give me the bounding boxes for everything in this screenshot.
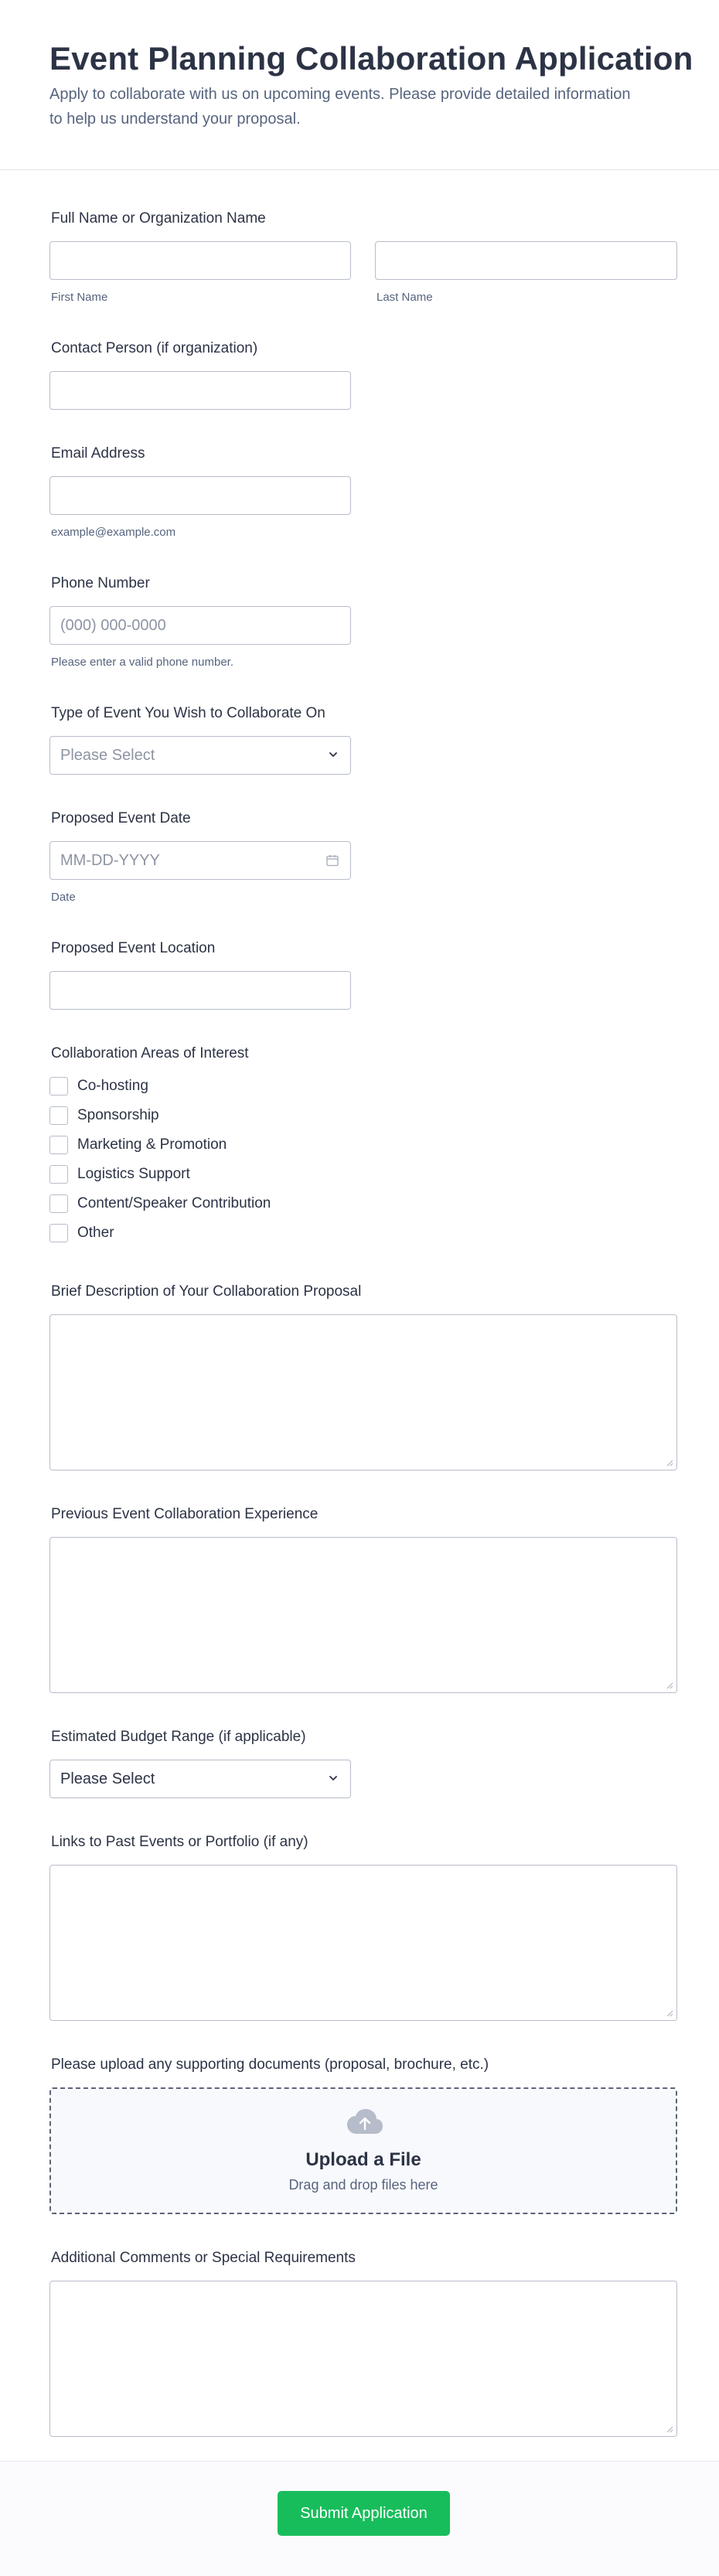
email-input[interactable]	[49, 476, 351, 515]
phone-label: Phone Number	[51, 575, 150, 591]
event-date-label: Proposed Event Date	[51, 810, 191, 826]
experience-label: Previous Event Collaboration Experience	[51, 1506, 319, 1522]
checkbox-option-cohosting[interactable]	[49, 1077, 359, 1097]
description-label: Brief Description of Your Collaboration Proposal	[51, 1283, 362, 1300]
last-name-sublabel: Last Name	[377, 291, 433, 304]
calendar-icon[interactable]	[325, 854, 339, 867]
resize-handle-icon[interactable]	[666, 1459, 673, 1467]
checkbox[interactable]	[49, 1194, 68, 1213]
page-title: Event Planning Collaboration Application	[49, 40, 693, 77]
checkbox-option-marketing[interactable]	[49, 1136, 359, 1156]
description-value	[50, 1315, 676, 1321]
event-date-sublabel: Date	[51, 891, 76, 904]
chevron-down-icon	[329, 1774, 338, 1783]
upload-title: Upload a File	[305, 2149, 421, 2170]
checkbox-label: Co-hosting	[77, 1078, 148, 1094]
checkbox-label: Sponsorship	[77, 1107, 159, 1123]
first-name-sublabel: First Name	[51, 291, 108, 304]
checkbox-label: Marketing & Promotion	[77, 1136, 227, 1153]
experience-textarea[interactable]	[49, 1537, 677, 1693]
phone-placeholder: (000) 000-0000	[60, 617, 166, 634]
checkbox[interactable]	[49, 1224, 68, 1242]
file-upload-dropzone[interactable]	[49, 2087, 677, 2214]
full-name-label: Full Name or Organization Name	[51, 210, 266, 227]
event-location-input[interactable]	[49, 971, 351, 1010]
cloud-upload-icon	[346, 2107, 384, 2138]
event-type-select[interactable]	[49, 736, 351, 775]
event-date-input[interactable]	[49, 841, 351, 880]
header-divider	[0, 169, 719, 170]
first-name-input[interactable]	[49, 241, 351, 280]
resize-handle-icon[interactable]	[666, 2009, 673, 2017]
email-label: Email Address	[51, 445, 145, 462]
event-type-selected: Please Select	[60, 747, 155, 764]
checkbox-option-other[interactable]	[49, 1224, 359, 1244]
phone-input[interactable]	[49, 606, 351, 645]
checkbox[interactable]	[49, 1106, 68, 1125]
page-subtitle: Apply to collaborate with us on upcoming events. Please provide detailed information to help us understand your proposal.	[49, 86, 631, 128]
comments-value	[50, 2281, 676, 2288]
links-textarea[interactable]	[49, 1865, 677, 2021]
budget-selected: Please Select	[60, 1770, 155, 1787]
description-textarea[interactable]	[49, 1314, 677, 1470]
checkbox-option-sponsorship[interactable]	[49, 1106, 359, 1126]
checkbox[interactable]	[49, 1165, 68, 1184]
links-label: Links to Past Events or Portfolio (if any)	[51, 1834, 308, 1850]
resize-handle-icon[interactable]	[666, 2425, 673, 2433]
chevron-down-icon	[329, 750, 338, 759]
checkbox[interactable]	[49, 1136, 68, 1154]
checkbox-label: Content/Speaker Contribution	[77, 1195, 271, 1211]
upload-subtitle: Drag and drop files here	[288, 2177, 438, 2193]
contact-person-label: Contact Person (if organization)	[51, 340, 258, 356]
checkbox-option-content[interactable]	[49, 1194, 359, 1215]
checkbox-label: Other	[77, 1225, 114, 1241]
checkbox-label: Logistics Support	[77, 1166, 190, 1182]
budget-select[interactable]	[49, 1760, 351, 1798]
submit-button[interactable]: Submit Application	[278, 2491, 450, 2536]
checkbox-option-logistics[interactable]	[49, 1165, 359, 1185]
links-value	[50, 1866, 676, 1872]
comments-label: Additional Comments or Special Requirements	[51, 2250, 356, 2266]
contact-person-input[interactable]	[49, 371, 351, 410]
last-name-input[interactable]	[375, 241, 677, 280]
budget-label: Estimated Budget Range (if applicable)	[51, 1729, 306, 1745]
phone-sublabel: Please enter a valid phone number.	[51, 656, 233, 669]
event-location-label: Proposed Event Location	[51, 940, 216, 956]
email-sublabel: example@example.com	[51, 526, 176, 539]
experience-value	[50, 1538, 676, 1544]
event-date-placeholder: MM-DD-YYYY	[60, 852, 160, 869]
event-type-label: Type of Event You Wish to Collaborate On	[51, 705, 325, 721]
resize-handle-icon[interactable]	[666, 1682, 673, 1689]
upload-label: Please upload any supporting documents (proposal, brochure, etc.)	[51, 2056, 489, 2073]
comments-textarea[interactable]	[49, 2281, 677, 2437]
areas-label: Collaboration Areas of Interest	[51, 1045, 249, 1061]
checkbox[interactable]	[49, 1077, 68, 1095]
